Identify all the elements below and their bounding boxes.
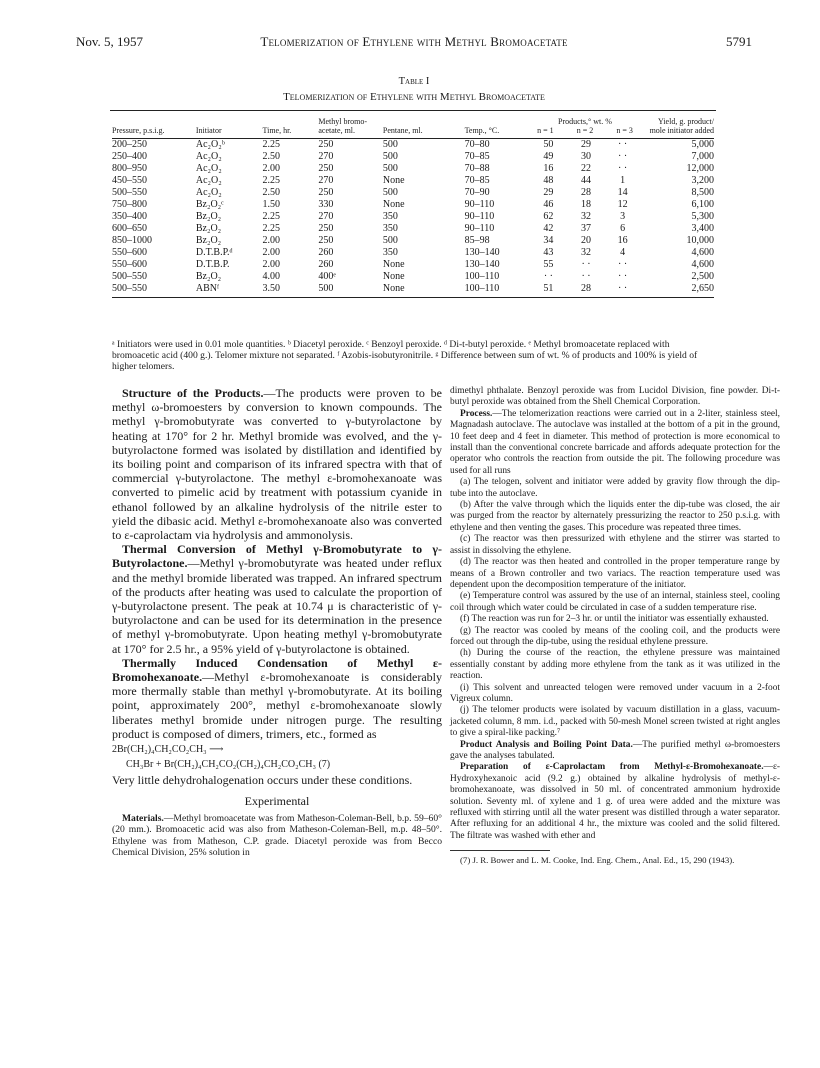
process-paragraph — [450, 409, 780, 477]
table-cell: 46 — [543, 199, 554, 211]
table-cell: 62 — [543, 211, 554, 223]
thermal-conversion-text: —Methyl γ-bromobutyrate was heated under reflux and the methyl bromide liberated was trapped. An infrared spectrum of the products after heating was used to calculate the proportion of γ-butyrolactone present. The peak at 10.74 μ is characteristic of γ-butyrolactone and can be used for its determination in the presence of methyl γ-bromobutyrate. Upon heating methyl γ-bromobutyrate at 170° for 2.5 hr., a 95% yield of γ-butyrolactone is obtained. — [112, 556, 442, 656]
step-a: (a) The telogen, solvent and initiator were added by gravity flow through the dip-tube into the autoclave. — [450, 477, 780, 499]
thermal-conversion-paragraph — [112, 542, 442, 656]
table-cell: · · — [617, 271, 628, 283]
table-cell: 2.00 — [262, 235, 280, 247]
col-yield: Yield, g. product/ mole initiator added — [649, 117, 714, 135]
table-row — [112, 259, 714, 271]
header-date: Nov. 5, 1957 — [76, 34, 144, 49]
table-cell: 2,500 — [691, 271, 714, 283]
table-cell: None — [382, 271, 405, 283]
step-f: (f) The reaction was run for 2–3 hr. or until the initiator was essentially exhausted. — [460, 614, 769, 625]
table-cell: 42 — [543, 223, 554, 235]
table-cell: Ac₂O₂ᵇ — [195, 139, 225, 151]
table-cell: 100–110 — [464, 271, 500, 283]
table-cell: None — [382, 259, 405, 271]
telomerization-table — [112, 118, 714, 298]
equation-line-1: 2Br(CH₂)₄CH₂CO₂CH₃ ⟶ — [112, 744, 224, 756]
table-row — [112, 199, 714, 211]
table-cell: 4,600 — [691, 247, 714, 259]
table-cell: 130–140 — [464, 247, 500, 259]
table-cell: 3.50 — [262, 283, 280, 295]
table-cell: · · — [617, 151, 628, 163]
table-cell: 350 — [382, 211, 398, 223]
table-cell: 130–140 — [464, 259, 500, 271]
step-j: (j) The telomer products were isolated by vacuum distillation in a glass, vacuum-jacketed column, 8 mm. i.d., packed with 50-mesh Monel screen twisted at right angles to give a spiral-like packing.⁷ — [450, 705, 780, 739]
table-cell: 200–250 — [112, 139, 147, 151]
footnote-rule — [450, 850, 550, 851]
table-cell: 2.25 — [262, 223, 280, 235]
table-cell: · · — [581, 271, 591, 283]
table-cell: · · — [581, 259, 591, 271]
table-cell: 30 — [581, 151, 592, 163]
table-cell: 2.25 — [262, 139, 280, 151]
equation-line-2: CH₃Br + Br(CH₂)₄CH₂CO₂(CH₂)₄CH₂CO₂CH₃ (7) — [126, 759, 331, 771]
analysis-paragraph — [450, 740, 780, 763]
table-cell: 8,500 — [691, 187, 714, 199]
table-cell: None — [382, 175, 405, 187]
structure-paragraph — [112, 386, 442, 542]
table-cell: 350–400 — [112, 211, 147, 223]
table-cell: 70–90 — [464, 187, 490, 199]
structure-heading: Structure of the Products. — [122, 386, 264, 400]
step-d: (d) The reactor was then heated and controlled in the proper temperature range by means of a Brown controller and two variacs. The reaction temperature used was dependent upon the decomposition temperature of the initiator. — [450, 557, 780, 590]
col-n2: n = 2 — [576, 125, 594, 135]
table-cell: Ac₂O₂ — [195, 151, 222, 163]
right-column — [450, 386, 780, 866]
table-cell: 270 — [318, 151, 334, 163]
step-i: (i) This solvent and unreacted telogen were removed under vacuum in a 2-foot Vigreux column. — [450, 682, 780, 704]
table-cell: · · — [617, 259, 628, 271]
table-cell: 2.00 — [262, 163, 280, 175]
table-cell: · · — [617, 283, 628, 295]
products-heading: Products,° wt. % — [558, 117, 612, 126]
table-cell: 250 — [318, 163, 334, 175]
table-cell: 600–650 — [112, 223, 147, 235]
table-cell: 450–550 — [112, 175, 147, 187]
table-cell: 250 — [318, 223, 334, 235]
table-cell: ABNᶠ — [195, 283, 220, 295]
table-cell: 29 — [543, 187, 554, 199]
table-cell: 5,300 — [691, 211, 714, 223]
table-cell: 260 — [318, 259, 334, 271]
condensation-text: —Methyl ε-bromohexanoate is considerably more thermally stable than methyl γ-bromobutyrate. At its boiling point, approximately 200°, methyl ε-bromohexanoate slowly liberates methyl bromide under nitrogen purge. The resulting product is composed of dimers, trimers, etc., formed as — [112, 670, 442, 741]
table-cell: 16 — [543, 163, 554, 175]
table-cell: 10,000 — [686, 235, 714, 247]
table-cell: 5,000 — [691, 139, 714, 151]
table-cell: · · — [617, 139, 628, 151]
col-temp: Temp., °C. — [464, 125, 500, 135]
step-b: (b) After the valve through which the liquids enter the dip-tube was closed, the air was purged from the reactor by alternately pressurizing the reactor to 250 p.s.i.g. with ethylene and then venting the gases. This procedure was repeated three times. — [450, 500, 780, 533]
right-continuation: dimethyl phthalate. Benzoyl peroxide was from Lucidol Division, fine powder. Di-t-butyl peroxide was obtained from the Shell Chemical Corporation. — [450, 386, 780, 408]
table-cell: 70–85 — [464, 151, 490, 163]
dehydrohalogenation-text: Very little dehydrohalogenation occurs under these conditions. — [112, 773, 413, 788]
table-cell: 500 — [382, 163, 398, 175]
col-n1: n = 1 — [537, 125, 554, 135]
table-cell: 32 — [581, 211, 592, 223]
table-cell: 4 — [620, 247, 626, 259]
table-cell: 3 — [620, 211, 626, 223]
table-cell: 6,100 — [691, 199, 714, 211]
table-top-rule — [110, 110, 716, 111]
table-cell: 44 — [581, 175, 592, 187]
table-footnote: ᵃ Initiators were used in 0.01 mole quantities. ᵇ Diacetyl peroxide. ᶜ Benzoyl peroxide. ᵈ Di-t-butyl peroxide. ᵉ Methyl bromoacetate replaced with bromoacetic acid (400 g.). Telomer mixture not separated. ᶠ Azobis-isobutyronitrile. ᵍ Difference between sum of wt. % of products and 100% is yield of higher telomers. — [112, 339, 698, 372]
table-row — [112, 211, 714, 223]
table-cell: 16 — [617, 235, 628, 247]
table-cell: 2.50 — [262, 187, 280, 199]
table-cell: 2.00 — [262, 247, 280, 259]
table-cell: 550–600 — [112, 259, 147, 271]
table-row — [112, 271, 714, 283]
condensation-heading: Thermally Induced Condensation of Methyl ε-Bromohexanoate. — [112, 655, 442, 685]
materials-heading: Materials. — [122, 812, 164, 824]
table-cell: 34 — [543, 235, 554, 247]
table-cell: 500 — [382, 235, 398, 247]
col-pentane: Pentane, ml. — [382, 125, 423, 135]
table-cell: 750–800 — [112, 199, 147, 211]
table-cell: 550–600 — [112, 247, 147, 259]
table-cell: 70–80 — [464, 139, 490, 151]
step-h: (h) During the course of the reaction, the ethylene pressure was maintained essentially constant by adding more ethylene from the tank as it was utilized in the reaction. — [450, 648, 780, 682]
table-cell: 28 — [581, 187, 592, 199]
table-cell: 4.00 — [262, 271, 280, 283]
table-cell: 2.25 — [262, 211, 280, 223]
table-cell: Bz₂O₂ — [195, 271, 222, 283]
table-cell: 90–110 — [464, 211, 495, 223]
table-cell: 260 — [318, 247, 334, 259]
table-cell: 49 — [543, 151, 554, 163]
table-cell: 29 — [581, 139, 592, 151]
page-number: 5791 — [726, 34, 752, 49]
col-methyl-bromoacetate: Methyl bromo-acetate, ml. — [318, 117, 368, 135]
table-cell: 400ᵉ — [318, 271, 336, 283]
table-cell: D.T.B.P. — [195, 259, 230, 271]
analysis-text: —The purified methyl ω-bromoesters gave the analyses tabulated. — [450, 739, 781, 761]
step-g: (g) The reactor was cooled by means of the cooling coil, and the products were forced out through the dip-tube, using the residual ethylene pressure. — [450, 625, 780, 647]
table-cell: 48 — [543, 175, 554, 187]
table-row — [112, 151, 714, 163]
table-cell: 3,400 — [691, 223, 714, 235]
table-cell: 2.50 — [262, 151, 280, 163]
reference-7: (7) J. R. Bower and L. M. Cooke, Ind. Eng. Chem., Anal. Ed., 15, 290 (1943). — [460, 855, 735, 866]
table-cell: 800–950 — [112, 163, 147, 175]
table-cell: None — [382, 283, 405, 295]
experimental-title: Experimental — [244, 794, 310, 809]
table-cell: 18 — [581, 199, 592, 211]
process-heading: Process. — [460, 408, 493, 419]
table-cell: 1 — [620, 175, 626, 187]
step-e: (e) Temperature control was assured by the use of an internal, stainless steel, cooling coil through which water could be circulated in case of a sudden temperature rise. — [450, 591, 780, 613]
caprolactam-heading: Preparation of ε-Caprolactam from Methyl-ε-Bromohexanoate. — [460, 762, 764, 773]
col-initiator: Initiator — [195, 125, 222, 135]
table-cell: 500–550 — [112, 271, 147, 283]
col-products — [529, 118, 641, 135]
table-cell: 2.00 — [262, 259, 280, 271]
table-cell: · · — [543, 271, 553, 283]
table-cell: 1.50 — [262, 199, 280, 211]
table-cell: 12 — [617, 199, 628, 211]
table-cell: 100–110 — [464, 283, 500, 295]
table-caption: Telomerization of Ethylene with Methyl Bromoacetate — [283, 91, 545, 103]
table-cell: 90–110 — [464, 223, 495, 235]
table-cell: 12,000 — [686, 163, 714, 175]
col-time: Time, hr. — [262, 125, 292, 135]
table-cell: 32 — [581, 247, 592, 259]
step-c: (c) The reactor was then pressurized with ethylene and the stirrer was started to assist in dissolving the ethylene. — [450, 534, 780, 556]
table-cell: 500 — [382, 187, 398, 199]
table-cell: 350 — [382, 223, 398, 235]
table-cell: 90–110 — [464, 199, 495, 211]
table-cell: 250 — [318, 187, 334, 199]
col-pressure: Pressure, p.s.i.g. — [112, 125, 165, 135]
table-cell: 22 — [581, 163, 592, 175]
table-cell: 250 — [318, 235, 334, 247]
table-cell: 4,600 — [691, 259, 714, 271]
table-cell: Ac₂O₂ — [195, 175, 222, 187]
table-cell: 6 — [620, 223, 626, 235]
table-cell: 50 — [543, 139, 554, 151]
table-row — [112, 163, 714, 175]
table-cell: D.T.B.P.ᵈ — [195, 247, 233, 259]
table-cell: 500 — [382, 151, 398, 163]
table-cell: Ac₂O₂ — [195, 187, 222, 199]
table-cell: Ac₂O₂ — [195, 163, 222, 175]
table-cell: 70–85 — [464, 175, 490, 187]
table-row — [112, 187, 714, 199]
table-cell: 250–400 — [112, 151, 147, 163]
table-cell: None — [382, 199, 405, 211]
table-cell: 3,200 — [691, 175, 714, 187]
table-cell: 500 — [318, 283, 334, 295]
table-cell: 500–550 — [112, 283, 147, 295]
table-cell: 250 — [318, 139, 334, 151]
table-cell: 500–550 — [112, 187, 147, 199]
table-cell: 850–1000 — [112, 235, 152, 247]
table-cell: 500 — [382, 139, 398, 151]
thermal-conversion-heading: Thermal Conversion of Methyl γ-Bromobutyrate to γ-Butyrolactone. — [112, 542, 442, 571]
col-n3: n = 3 — [616, 125, 633, 135]
table-cell: Bz₂O₂ᶜ — [195, 199, 224, 211]
table-row — [112, 283, 714, 295]
table-cell: 330 — [318, 199, 334, 211]
table-cell: Bz₂O₂ — [195, 235, 222, 247]
table-cell: 14 — [617, 187, 628, 199]
table-row — [112, 247, 714, 259]
table-row — [112, 235, 714, 247]
table-cell: 43 — [543, 247, 554, 259]
materials-text: —Methyl bromoacetate was from Matheson-Coleman-Bell, b.p. 59–60° (20 mm.). Bromoacetic acid was also from Matheson-Coleman-Bell, m.p. 48–50°. Ethylene was from Matheson, C.P. grade. Diacetyl peroxide was from Becco Chemical Division, 25% solution in — [112, 812, 442, 858]
table-cell: 85–98 — [464, 235, 490, 247]
table-row — [112, 175, 714, 187]
table-cell: 2.25 — [262, 175, 280, 187]
table-cell: 2,650 — [691, 283, 714, 295]
table-cell: 28 — [581, 283, 592, 295]
table-row — [112, 223, 714, 235]
table-cell: 270 — [318, 175, 334, 187]
table-cell: 20 — [581, 235, 592, 247]
table-cell: Bz₂O₂ — [195, 211, 222, 223]
table-cell: 37 — [581, 223, 592, 235]
left-column — [112, 386, 442, 858]
analysis-heading: Product Analysis and Boiling Point Data. — [460, 739, 633, 750]
table-cell: 7,000 — [691, 151, 714, 163]
table-cell: 270 — [318, 211, 334, 223]
table-cell: 70–88 — [464, 163, 490, 175]
structure-text: —The products were proven to be methyl ω-bromoesters by conversion to known compounds. The methyl γ-bromobutyrate was converted to γ-butyrolactone by heating at 170° for 2 hr. Methyl bromide was evolved, and the γ-butyrolactone formed was isolated by distillation and identified by its boiling point and comparison of its infrared spectra with that of commercial γ-butyrolactone. The methyl ε-bromohexanoate was converted to pimelic acid by treatment with potassium cyanide in ethanol followed by an alkaline hydrolysis of the nitrile ester to yield the dibasic acid. Methyl ε-bromohexanoate also was converted to ε-caprolactam via hydrolysis and ammonolysis. — [112, 386, 443, 543]
table-cell: 350 — [382, 247, 398, 259]
table-cell: 55 — [543, 259, 554, 271]
table-cell: 51 — [543, 283, 554, 295]
caprolactam-text: —ε-Hydroxyhexanoic acid (9.2 g.) obtained by alkaline hydrolysis of methyl-ε-bromohexanoate, was dissolved in 50 ml. of concentrated ammonium hydroxide solution. Seventy ml. of xylene and 1 g. of urea were added and the mixture was refluxed with stirring until all the water present was distilled through a water separator. After refluxing for an additional 4 hr., the mixture was cooled and the solid filtered. The filtrate was washed with ether and — [450, 762, 780, 841]
table-row — [112, 139, 714, 152]
table-label: Table I — [398, 76, 430, 87]
materials-paragraph — [112, 813, 442, 859]
process-text: —The telomerization reactions were carried out in a 2-liter, stainless steel, Magnadash autoclave. The autoclave was installed at the bottom of a pit in the ground, 10 feet deep and 4 feet in diameter. This method of protection is more economical to install than the conventional concrete barricade and affords adequate protection for the operator who controls the reaction from outside the pit. The following procedure was used for all runs — [450, 408, 780, 476]
header-title: Telomerization of Ethylene with Methyl Bromoacetate — [260, 34, 568, 49]
condensation-paragraph — [112, 656, 442, 741]
caprolactam-paragraph — [450, 762, 780, 842]
table-cell: · · — [617, 163, 628, 175]
table-cell: Bz₂O₂ — [195, 223, 222, 235]
